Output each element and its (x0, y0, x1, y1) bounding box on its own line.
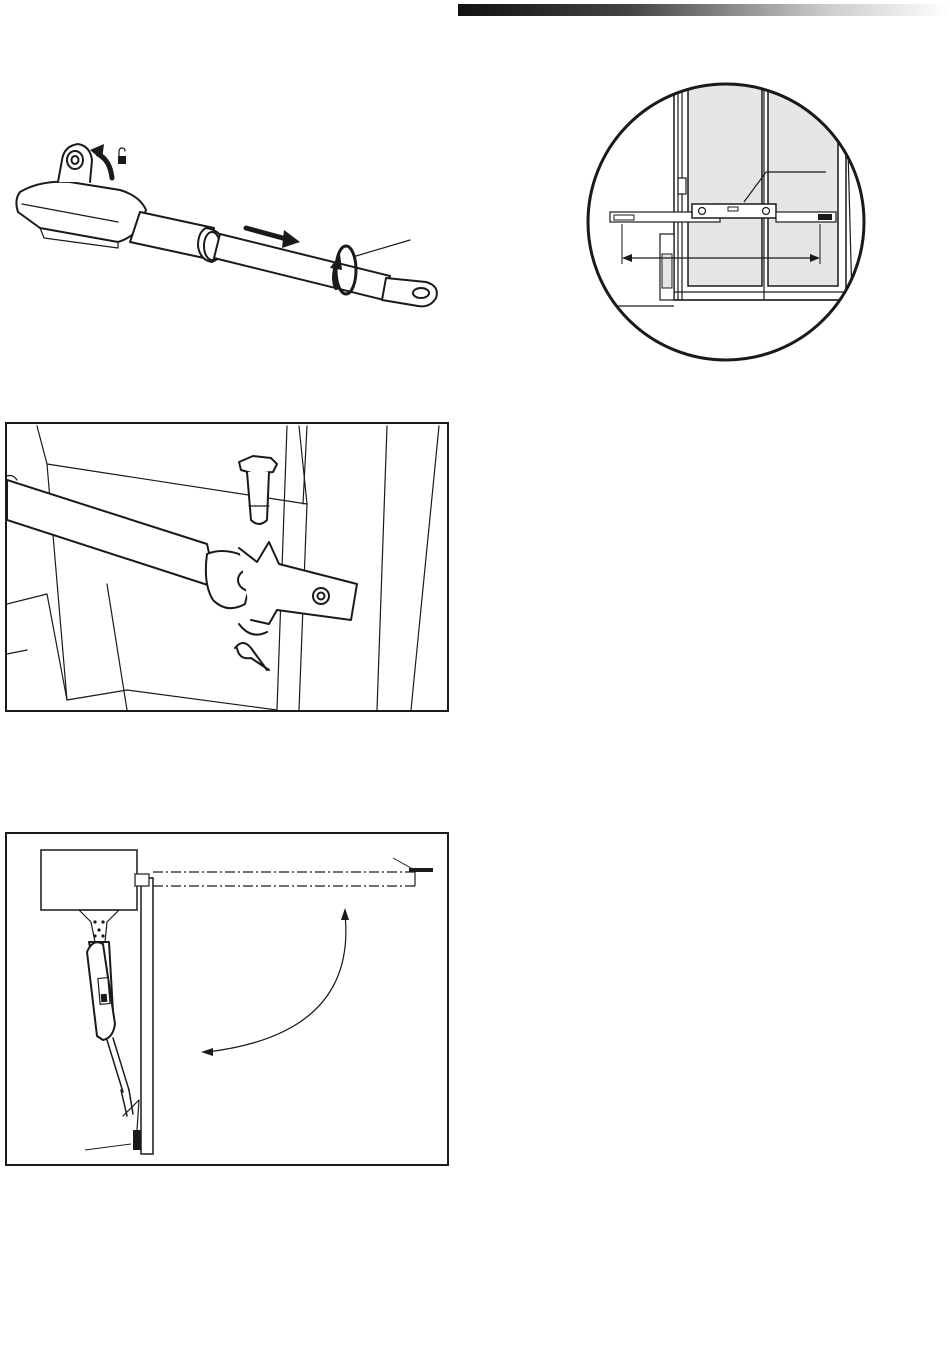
figure-gate-swing-plan (5, 832, 449, 1166)
figure-actuator-release (0, 130, 450, 330)
figure-gate-bracket-measurement (578, 74, 878, 370)
unlock-padlock-icon (118, 148, 126, 164)
figure-bracket-pin-assembly (5, 422, 449, 712)
header-gradient-bar (458, 4, 950, 16)
